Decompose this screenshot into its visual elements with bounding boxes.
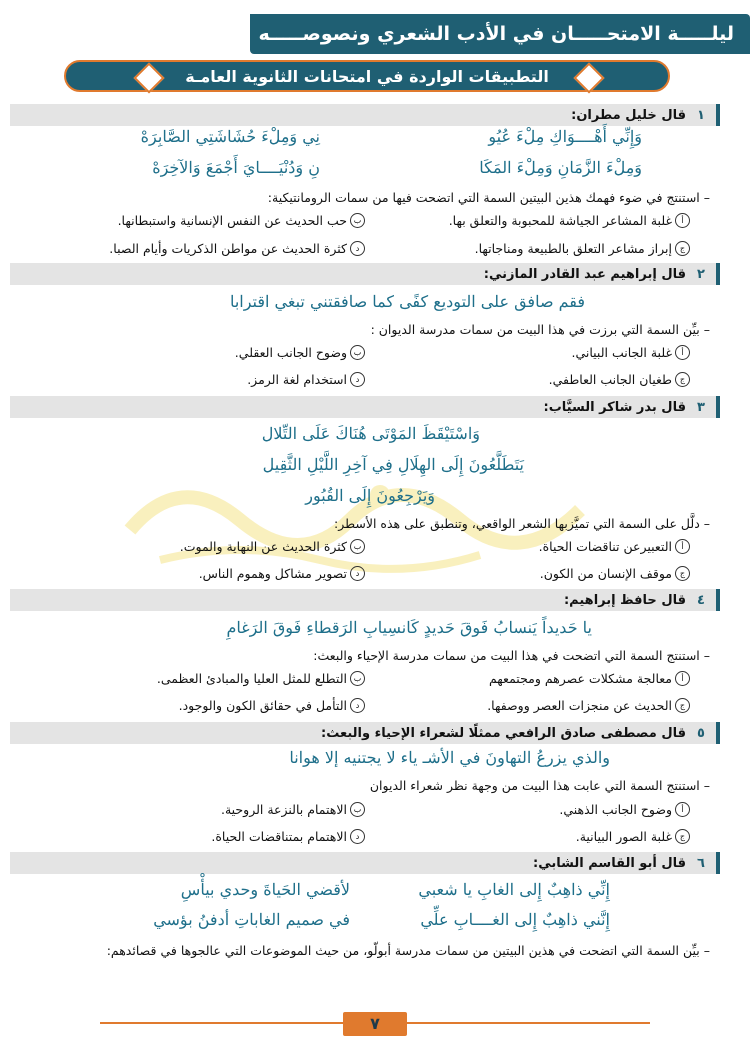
question-5-title: قال مصطفى صادق الرافعي ممثلًا لشعراء الإحياء والبعث: xyxy=(321,725,686,741)
page-header-banner xyxy=(250,14,750,54)
q5-option-d[interactable]: د الاهتمام بمتناقضات الحياة. xyxy=(211,829,365,844)
q3-option-d[interactable]: د تصوير مشاكل وهموم الناس. xyxy=(199,566,365,581)
question-6-header xyxy=(10,852,720,874)
question-3-title: قال بدر شاكر السيَّاب: xyxy=(543,399,686,415)
option-marker: ج xyxy=(675,566,690,581)
q2-option-a[interactable]: أ غلبة الجانب البياني. xyxy=(571,345,690,360)
q1-question: – استنتج في ضوء فهمك هذين البيتين السمة التي اتضحت فيها من سمات الرومانتيكية: xyxy=(267,190,710,205)
q6-verse-2b: في صميم الغاباتِ أدفنُ بؤسي xyxy=(153,910,350,929)
option-marker: أ xyxy=(675,345,690,360)
q5-option-b[interactable]: ب الاهتمام بالنزعة الروحية. xyxy=(221,802,365,817)
q6-question: – بيِّن السمة التي اتضحت في هذين البيتين من سمات مدرسة أبولّو، من حيث الموضوعات التي عالجوها في قصائدهم: xyxy=(106,943,710,958)
q6-verse-2a: إِنَّني ذاهِبٌ إِلى الغــــابِ علِّي xyxy=(420,910,610,929)
q2-option-d[interactable]: د استخدام لغة الرمز. xyxy=(247,372,365,387)
q4-option-c[interactable]: ج الحديث عن منجزات العصر ووصفها. xyxy=(487,698,690,713)
option-marker: د xyxy=(350,698,365,713)
q3-verse-2: يَتَطَلَّعُونَ إِلَى الهِلَالِ فِي آخِرِ اللَّيْلِ الثَّقِيل xyxy=(262,455,524,474)
question-6-title: قال أبو القاسم الشابي: xyxy=(533,855,686,871)
option-marker: أ xyxy=(675,671,690,686)
q3-verse-3: وَيَرْجِعُونَ إِلَى القُبُور xyxy=(305,486,435,505)
question-5-number: ٥ xyxy=(697,725,705,741)
question-2-header xyxy=(10,263,720,285)
q3-option-b[interactable]: ب كثرة الحديث عن النهاية والموت. xyxy=(180,539,365,554)
q3-verse-1: وَاسْتَيْقَظَ المَوْتَى هُنَاكَ عَلَى التِّلال xyxy=(261,424,480,443)
q1-verse-2b: نِ وَدُنْيَــــايَ أَجْمَعَ وَالآخِرَهْ xyxy=(152,158,320,177)
question-1-title: قال خليل مطران: xyxy=(571,107,686,123)
q1-option-b[interactable]: ب حب الحديث عن النفس الإنسانية واستبطانها. xyxy=(118,213,365,228)
q1-option-d[interactable]: د كثرة الحديث عن مواطن الذكريات وأيام الصبا. xyxy=(109,241,365,256)
question-2-title: قال إبراهيم عبد القادر المازني: xyxy=(483,266,686,282)
option-marker: د xyxy=(350,566,365,581)
q3-option-c[interactable]: ج موقف الإنسان من الكون. xyxy=(540,566,690,581)
page-header-title: ليلـــــة الامتحـــــان في الأدب الشعري ونصوصـــــه xyxy=(258,23,734,45)
q1-option-a[interactable]: أ غلبة المشاعر الجياشة للمحبوبة والتعلق بها. xyxy=(449,213,690,228)
question-3-header xyxy=(10,396,720,418)
question-4-title: قال حافظ إبراهيم: xyxy=(563,592,686,608)
question-5-header xyxy=(10,722,720,744)
option-marker: ب xyxy=(350,213,365,228)
question-4-header xyxy=(10,589,720,611)
q4-option-a[interactable]: أ معالجة مشكلات عصرهم ومجتمعهم xyxy=(489,671,690,686)
q2-verse: فقم صافق على التوديع كفًى كما صافقتني تبغي اقترابا xyxy=(229,292,585,311)
q2-option-c[interactable]: ج طغيان الجانب العاطفي. xyxy=(549,372,690,387)
option-marker: أ xyxy=(675,213,690,228)
option-marker: ج xyxy=(675,241,690,256)
option-marker: ب xyxy=(350,345,365,360)
option-marker: د xyxy=(350,829,365,844)
q3-question: – دلَّل على السمة التي تميَّزبها الشعر الواقعي، وتنطبق على هذه الأسطر: xyxy=(334,516,710,531)
option-marker: ج xyxy=(675,829,690,844)
option-marker: ب xyxy=(350,539,365,554)
q1-option-c[interactable]: ج إبراز مشاعر التعلق بالطبيعة ومناجاتها. xyxy=(475,241,690,256)
q1-verse-2a: وَمِلْءَ الزَّمَانِ وَمِلْءَ المَكَا xyxy=(479,158,642,177)
question-1-header xyxy=(10,104,720,126)
option-marker: د xyxy=(350,372,365,387)
question-3-number: ٣ xyxy=(697,399,705,415)
q4-option-d[interactable]: د التأمل في حقائق الكون والوجود. xyxy=(179,698,365,713)
q1-verse-1a: وَإِنِّي أَهْــــوَاكِ مِلْءَ عُيُو xyxy=(488,127,642,146)
q5-question: – استنتج السمة التي عابت هذا البيت من وجهة نظر شعراء الديوان xyxy=(369,778,710,793)
q4-option-b[interactable]: ب التطلع للمثل العليا والمبادئ العظمى. xyxy=(157,671,365,686)
q4-verse: يا حَديداً يَنسابُ فَوقَ حَديدٍ كَانسِيابِ الرَقطاءِ فَوقَ الرَغامِ xyxy=(226,618,592,637)
page-number: ٧ xyxy=(343,1012,407,1036)
section-title: التطبيقات الواردة في امتحانات الثانوية العامـة xyxy=(185,66,549,86)
q6-verse-1b: لأقضي الحَياةَ وحدي بيأْسِ xyxy=(180,880,350,899)
question-6-number: ٦ xyxy=(697,855,705,871)
q5-option-c[interactable]: ج غلبة الصور البيانية. xyxy=(576,829,690,844)
option-marker: ج xyxy=(675,372,690,387)
option-marker: ب xyxy=(350,671,365,686)
option-marker: أ xyxy=(675,539,690,554)
q5-verse: والذي يزرعُ التهاونَ في الأشـ ياء لا يجتنيه إلا هوانا xyxy=(289,748,610,767)
option-marker: ب xyxy=(350,802,365,817)
option-marker: ج xyxy=(675,698,690,713)
q1-verse-1b: نِي وَمِلْءَ حُشَاشَتِي الصَّابِرَهْ xyxy=(140,127,320,146)
option-marker: د xyxy=(350,241,365,256)
option-marker: أ xyxy=(675,802,690,817)
q2-option-b[interactable]: ب وضوح الجانب العقلي. xyxy=(235,345,365,360)
q3-option-a[interactable]: أ التعبيرعن تناقضات الحياة. xyxy=(539,539,690,554)
question-1-number: ١ xyxy=(697,107,705,123)
question-4-number: ٤ xyxy=(697,592,705,608)
q6-verse-1a: إِنِّي ذاهِبٌ إِلى الغابِ يا شعبي xyxy=(418,880,610,899)
q5-option-a[interactable]: أ وضوح الجانب الذهني. xyxy=(559,802,690,817)
question-2-number: ٢ xyxy=(697,266,705,282)
q4-question: – استنتج السمة التي اتضحت في هذا البيت من سمات مدرسة الإحياء والبعث: xyxy=(313,648,710,663)
q2-question: – بيِّن السمة التي برزت في هذا البيت من سمات مدرسة الديوان : xyxy=(370,322,710,337)
